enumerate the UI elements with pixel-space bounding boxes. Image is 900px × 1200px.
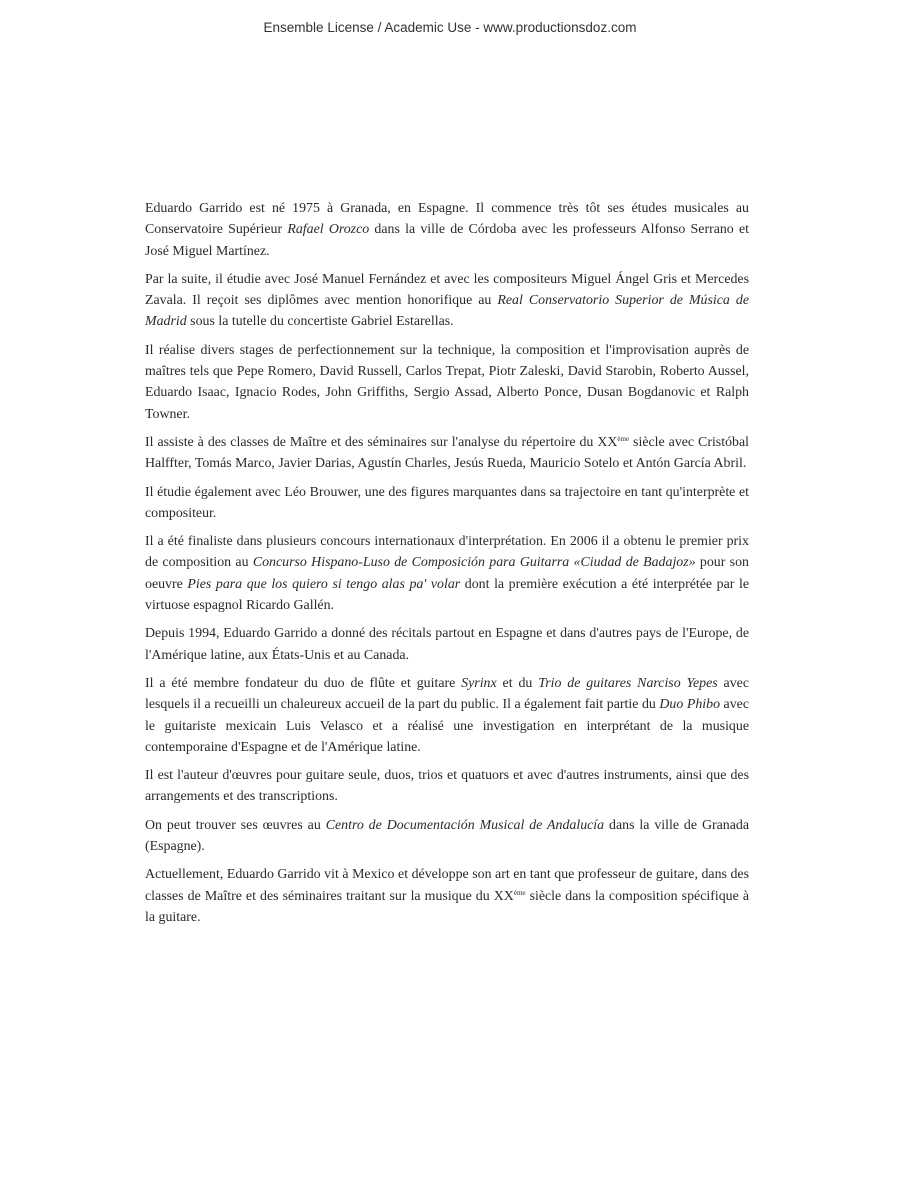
superscript-text-run: ème [513, 888, 526, 897]
text-run: sous la tutelle du concertiste Gabriel Estarellas. [186, 314, 454, 330]
italic-text-run: Pies para que los quiero si tengo alas pa' volar [187, 576, 461, 592]
text-run: Il est l'auteur d'œuvres pour guitare seule, duos, trios et quatuors et avec d'autres instruments, ainsi que des arrangements et des transcriptions. [145, 768, 749, 805]
text-run: dont la première exécution a été interprétée par le virtuose espagnol Ricardo Gallén. [145, 576, 749, 614]
text-run: avec lesquels il a recueilli un chaleureux accueil de la part du public. Il a également fait partie du [145, 675, 749, 713]
italic-text-run: Centro de Documentación Musical de Andalucía [325, 817, 605, 833]
text-run: siècle dans la composition spécifique à la guitare. [145, 888, 749, 925]
text-run: siècle avec Cristóbal Halffter, Tomás Marco, Javier Darias, Agustín Charles, Jesús Rueda, Mauricio Sotelo et Antón García Abril. [145, 434, 749, 472]
biography-paragraph [145, 269, 749, 333]
text-run: dans la ville de Granada (Espagne). [145, 817, 750, 855]
italic-text-run: Trio de guitares Narciso Yepes [538, 675, 718, 691]
biography-paragraph [145, 765, 749, 808]
text-run: avec le guitariste mexicain Luis Velasco et a réalisé une investigation en interprétant de la musique contemporaine d'Espagne et de l'Amérique latine. [145, 697, 750, 755]
text-run: Il a été membre fondateur du duo de flûte et guitare [145, 675, 462, 691]
text-run: dans la ville de Córdoba avec les professeurs Alfonso Serrano et José Miguel Martínez. [145, 222, 749, 259]
biography-paragraph [145, 673, 749, 758]
biography-paragraph [145, 432, 749, 475]
biography-paragraph [145, 815, 749, 858]
text-run: Eduardo Garrido est né 1975 à Granada, en Espagne. Il commence très tôt ses études musicales au Conservatoire Supérieur [145, 201, 749, 238]
italic-text-run: Real Conservatorio Superior de Música de Madrid [145, 293, 749, 330]
italic-text-run: Duo Phibo [659, 697, 721, 713]
license-header: Ensemble License / Academic Use - www.productionsdoz.com [263, 20, 637, 35]
text-run: Actuellement, Eduardo Garrido vit à Mexico et développe son art en tant que professeur de guitare, dans des classes de Maître et des séminaires traitant sur la musique du XX [145, 867, 749, 904]
biography-text [145, 198, 749, 935]
biography-paragraph [145, 623, 749, 666]
text-run: et du [496, 675, 539, 691]
text-run: Il assiste à des classes de Maître et des séminaires sur l'analyse du répertoire du XX [145, 434, 618, 450]
biography-paragraph [145, 482, 749, 525]
biography-paragraph [145, 198, 749, 262]
italic-text-run: Concurso Hispano-Luso de Composición para Guitarra «Ciudad de Badajoz» [252, 555, 696, 571]
biography-paragraph [145, 340, 749, 425]
biography-paragraph [145, 531, 749, 616]
italic-text-run: Syrinx [461, 675, 497, 691]
text-run: pour son oeuvre [145, 555, 749, 592]
italic-text-run: Rafael Orozco [287, 222, 370, 238]
text-run: Par la suite, il étudie avec José Manuel Fernández et avec les compositeurs Miguel Ángel Gris et Mercedes Zavala. Il reçoit ses diplômes avec mention honorifique au [145, 271, 749, 309]
text-run: Il a été finaliste dans plusieurs concours internationaux d'interprétation. En 2006 il a obtenu le premier prix de composition au [145, 534, 749, 571]
biography-paragraph [145, 864, 749, 928]
superscript-text-run: ème [617, 434, 630, 443]
text-run: On peut trouver ses œuvres au [145, 817, 326, 833]
text-run: Depuis 1994, Eduardo Garrido a donné des récitals partout en Espagne et dans d'autres pays de l'Europe, de l'Amérique latine, aux États-Unis et au Canada. [145, 626, 749, 663]
text-run: Il étudie également avec Léo Brouwer, une des figures marquantes dans sa trajectoire en tant qu'interprète et compositeur. [145, 484, 749, 521]
text-run: Il réalise divers stages de perfectionnement sur la technique, la composition et l'improvisation auprès de maîtres tels que Pepe Romero, David Russell, Carlos Trepat, Piotr Zaleski, David Starobin, Roberto Aussel, Eduardo Isaac, Ignacio Rodes, John Griffiths, Sergio Assad, Alberto Ponce, Dusan Bogdanovic et Ralph Towner. [145, 342, 749, 422]
